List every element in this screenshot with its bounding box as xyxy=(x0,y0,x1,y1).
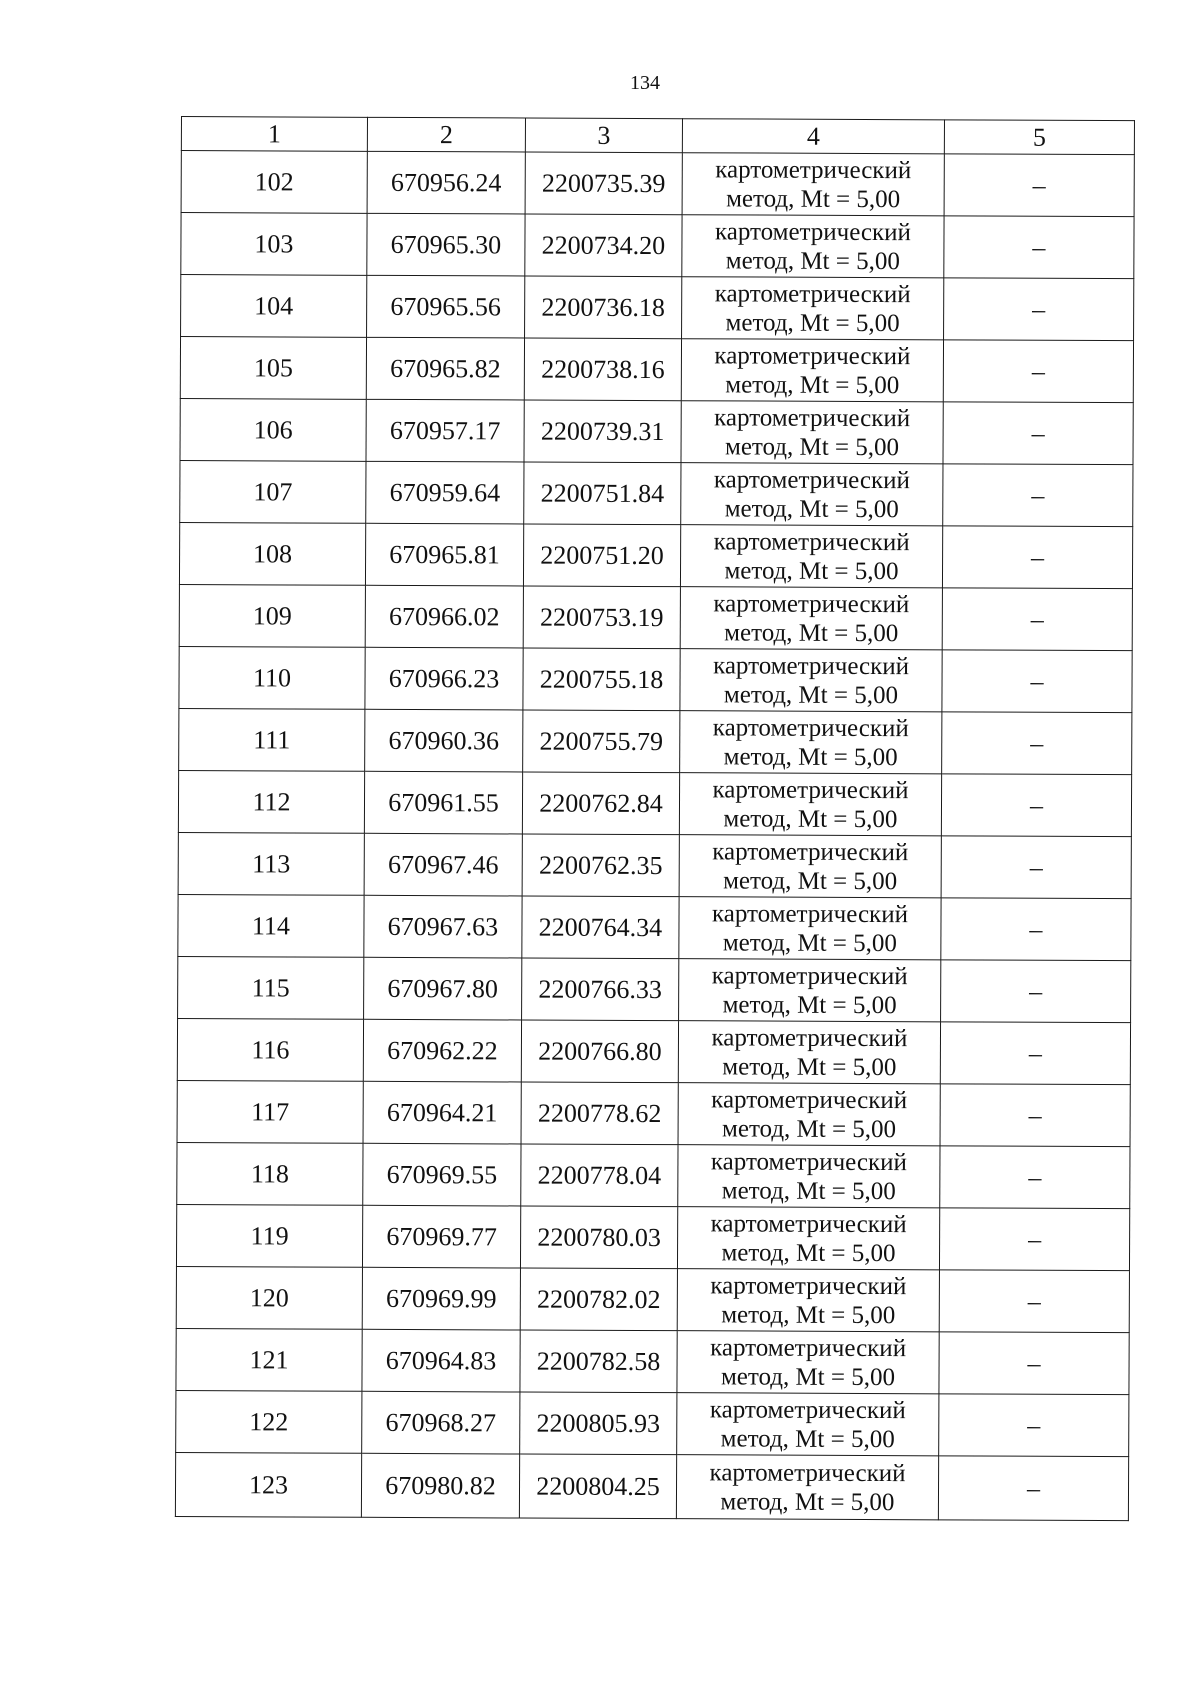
point-number-cell: 121 xyxy=(176,1328,362,1391)
method-cell xyxy=(679,897,941,960)
coord-y-cell: 2200735.39 xyxy=(525,152,682,215)
method-line-name: картометрический xyxy=(714,279,911,308)
column-header-3: 3 xyxy=(525,118,682,153)
method-cell xyxy=(679,773,941,836)
point-number-cell: 118 xyxy=(177,1142,363,1205)
note-cell: – xyxy=(938,1456,1128,1521)
table-body xyxy=(175,151,1134,1521)
note-cell: – xyxy=(939,1394,1129,1457)
method-cell xyxy=(677,1393,939,1456)
coord-x-cell: 670969.77 xyxy=(362,1205,520,1268)
method-cell xyxy=(679,835,941,898)
method-line-name: картометрический xyxy=(714,403,911,432)
method-line-name: картометрический xyxy=(712,837,909,866)
coord-y-cell: 2200778.04 xyxy=(521,1144,678,1207)
method-line-accuracy: метод, Mt = 5,00 xyxy=(721,1176,896,1205)
method-line-name: картометрический xyxy=(712,775,909,804)
method-line-name: картометрический xyxy=(715,155,912,184)
note-cell: – xyxy=(943,464,1133,527)
point-number-cell: 104 xyxy=(181,275,367,338)
point-number-cell: 112 xyxy=(178,770,364,833)
note-cell: – xyxy=(942,650,1132,713)
coord-x-cell: 670959.64 xyxy=(366,461,524,524)
note-cell: – xyxy=(940,1022,1130,1085)
method-line-accuracy: метод, Mt = 5,00 xyxy=(723,742,898,771)
coord-x-cell: 670965.82 xyxy=(366,337,524,400)
coord-x-cell: 670960.36 xyxy=(365,709,523,772)
coord-x-cell: 670966.02 xyxy=(365,585,523,648)
method-cell xyxy=(677,1269,939,1332)
method-line-name: картометрический xyxy=(713,589,910,618)
coord-y-cell: 2200734.20 xyxy=(525,214,682,277)
note-cell: – xyxy=(944,278,1134,341)
note-cell: – xyxy=(944,216,1134,279)
point-number-cell: 108 xyxy=(179,522,365,585)
point-number-cell: 103 xyxy=(181,213,367,276)
method-line-accuracy: метод, Mt = 5,00 xyxy=(721,1300,896,1329)
point-number-cell: 110 xyxy=(179,646,365,709)
method-cell xyxy=(677,1207,939,1270)
method-line-accuracy: метод, Mt = 5,00 xyxy=(724,556,899,585)
point-number-cell: 111 xyxy=(179,708,365,771)
method-cell xyxy=(680,525,942,588)
coord-x-cell: 670980.82 xyxy=(361,1453,519,1518)
coord-y-cell: 2200782.02 xyxy=(520,1268,677,1331)
method-line-accuracy: метод, Mt = 5,00 xyxy=(726,184,901,213)
method-cell xyxy=(680,649,942,712)
coord-y-cell: 2200753.19 xyxy=(523,586,680,649)
table-row xyxy=(178,770,1131,836)
table-row xyxy=(177,1142,1130,1208)
point-number-cell: 109 xyxy=(179,584,365,647)
method-line-name: картометрический xyxy=(713,651,910,680)
table-row xyxy=(181,213,1134,279)
coord-x-cell: 670957.17 xyxy=(366,399,524,462)
coord-y-cell: 2200766.80 xyxy=(521,1020,678,1083)
point-number-cell: 122 xyxy=(176,1390,362,1453)
coord-x-cell: 670968.27 xyxy=(362,1391,520,1454)
point-number-cell: 114 xyxy=(178,894,364,957)
table-row xyxy=(180,337,1133,403)
method-line-name: картометрический xyxy=(710,1271,907,1300)
column-header-5: 5 xyxy=(944,120,1134,155)
note-cell: – xyxy=(944,154,1134,217)
note-cell: – xyxy=(941,898,1131,961)
note-cell: – xyxy=(940,1084,1130,1147)
coord-y-cell: 2200762.35 xyxy=(522,834,679,897)
coord-y-cell: 2200764.34 xyxy=(522,896,679,959)
coord-x-cell: 670961.55 xyxy=(364,771,522,834)
coord-x-cell: 670965.81 xyxy=(365,523,523,586)
method-cell xyxy=(676,1455,938,1520)
method-line-accuracy: метод, Mt = 5,00 xyxy=(725,308,900,337)
note-cell: – xyxy=(941,836,1131,899)
method-cell xyxy=(678,1083,940,1146)
method-line-accuracy: метод, Mt = 5,00 xyxy=(725,246,900,275)
method-line-name: картометрический xyxy=(712,713,909,742)
method-line-accuracy: метод, Mt = 5,00 xyxy=(721,1114,897,1143)
method-line-name: картометрический xyxy=(711,1023,908,1052)
method-line-accuracy: метод, Mt = 5,00 xyxy=(723,804,898,833)
point-number-cell: 105 xyxy=(180,337,366,400)
coord-y-cell: 2200736.18 xyxy=(525,276,682,339)
column-header-2: 2 xyxy=(367,117,525,152)
method-line-name: картометрический xyxy=(714,217,912,246)
method-line-name: картометрический xyxy=(713,527,910,556)
header-row xyxy=(181,117,1134,155)
table-row xyxy=(178,894,1131,960)
note-cell: – xyxy=(941,960,1131,1023)
method-line-accuracy: метод, Mt = 5,00 xyxy=(723,680,899,709)
method-cell xyxy=(682,277,944,340)
coord-y-cell: 2200778.62 xyxy=(521,1082,678,1145)
method-cell xyxy=(682,153,944,216)
method-line-accuracy: метод, Mt = 5,00 xyxy=(720,1362,896,1391)
coord-x-cell: 670965.56 xyxy=(367,275,525,338)
method-cell xyxy=(681,339,943,402)
method-line-accuracy: метод, Mt = 5,00 xyxy=(721,1238,896,1267)
point-number-cell: 106 xyxy=(180,398,366,461)
coord-y-cell: 2200766.33 xyxy=(522,958,679,1021)
table-row xyxy=(177,1080,1130,1146)
method-line-accuracy: метод, Mt = 5,00 xyxy=(722,1052,897,1081)
method-cell xyxy=(679,959,941,1022)
method-cell xyxy=(680,587,942,650)
coord-y-cell: 2200739.31 xyxy=(524,400,681,463)
table-row xyxy=(181,151,1134,217)
column-header-4: 4 xyxy=(682,119,944,154)
coord-x-cell: 670967.46 xyxy=(364,833,522,896)
table-row xyxy=(176,1328,1129,1394)
column-header-1: 1 xyxy=(181,117,367,152)
coord-y-cell: 2200780.03 xyxy=(520,1206,677,1269)
coord-y-cell: 2200755.18 xyxy=(523,648,680,711)
method-line-accuracy: метод, Mt = 5,00 xyxy=(722,928,897,957)
coord-y-cell: 2200804.25 xyxy=(519,1454,676,1519)
method-line-accuracy: метод, Mt = 5,00 xyxy=(724,618,899,647)
method-line-accuracy: метод, Mt = 5,00 xyxy=(723,866,898,895)
method-cell xyxy=(680,711,942,774)
method-cell xyxy=(678,1145,940,1208)
note-cell: – xyxy=(942,588,1132,651)
method-cell xyxy=(678,1021,940,1084)
point-number-cell: 107 xyxy=(180,460,366,523)
coord-y-cell: 2200762.84 xyxy=(522,772,679,835)
table-row xyxy=(176,1204,1129,1270)
table-row xyxy=(179,646,1132,712)
coordinates-table xyxy=(175,116,1135,1521)
method-cell xyxy=(677,1331,939,1394)
note-cell: – xyxy=(939,1270,1129,1333)
note-cell: – xyxy=(939,1208,1129,1271)
coord-x-cell: 670969.99 xyxy=(362,1267,520,1330)
method-line-name: картометрический xyxy=(710,1333,907,1362)
point-number-cell: 115 xyxy=(178,956,364,1019)
coord-x-cell: 670956.24 xyxy=(367,151,525,214)
table-row xyxy=(178,956,1131,1022)
method-line-accuracy: метод, Mt = 5,00 xyxy=(725,370,900,399)
table-row xyxy=(179,584,1132,650)
method-line-name: картометрический xyxy=(709,1458,906,1487)
method-line-name: картометрический xyxy=(713,465,910,494)
coord-x-cell: 670967.63 xyxy=(364,895,522,958)
page-number: 134 xyxy=(630,72,660,94)
coord-y-cell: 2200751.84 xyxy=(524,462,681,525)
point-number-cell: 117 xyxy=(177,1080,363,1143)
method-line-name: картометрический xyxy=(709,1395,906,1424)
coord-y-cell: 2200738.16 xyxy=(524,338,681,401)
note-cell: – xyxy=(943,340,1133,403)
method-line-accuracy: метод, Mt = 5,00 xyxy=(724,494,899,523)
coord-x-cell: 670964.21 xyxy=(363,1081,521,1144)
coord-y-cell: 2200805.93 xyxy=(520,1392,677,1455)
coord-x-cell: 670962.22 xyxy=(363,1019,521,1082)
table-row xyxy=(176,1266,1129,1332)
table-row xyxy=(179,522,1132,588)
method-line-name: картометрический xyxy=(710,1209,907,1238)
method-line-accuracy: метод, Mt = 5,00 xyxy=(720,1424,895,1453)
coord-y-cell: 2200755.79 xyxy=(523,710,680,773)
note-cell: – xyxy=(943,402,1133,465)
table-row xyxy=(179,708,1132,774)
table-row xyxy=(180,398,1133,464)
table-row xyxy=(175,1452,1128,1520)
method-cell xyxy=(681,401,943,464)
note-cell: – xyxy=(942,526,1132,589)
note-cell: – xyxy=(940,1146,1130,1209)
method-line-name: картометрический xyxy=(710,1147,907,1176)
point-number-cell: 119 xyxy=(176,1204,362,1267)
method-cell xyxy=(681,463,943,526)
note-cell: – xyxy=(941,774,1131,837)
point-number-cell: 120 xyxy=(176,1266,362,1329)
point-number-cell: 123 xyxy=(175,1452,361,1517)
note-cell: – xyxy=(942,712,1132,775)
coord-y-cell: 2200751.20 xyxy=(523,524,680,587)
coord-x-cell: 670965.30 xyxy=(367,213,525,276)
coord-x-cell: 670967.80 xyxy=(364,957,522,1020)
method-line-name: картометрический xyxy=(711,899,909,928)
point-number-cell: 113 xyxy=(178,832,364,895)
table-row xyxy=(176,1390,1129,1456)
note-cell: – xyxy=(939,1332,1129,1395)
method-line-name: картометрический xyxy=(711,961,908,990)
method-cell xyxy=(682,215,944,278)
table-row xyxy=(177,1018,1130,1084)
point-number-cell: 102 xyxy=(181,151,367,214)
method-line-name: картометрический xyxy=(714,341,911,370)
coord-x-cell: 670969.55 xyxy=(363,1143,521,1206)
method-line-accuracy: метод, Mt = 5,00 xyxy=(724,432,900,461)
method-line-accuracy: метод, Mt = 5,00 xyxy=(722,990,897,1019)
point-number-cell: 116 xyxy=(177,1018,363,1081)
method-line-name: картометрический xyxy=(711,1085,908,1114)
table-row xyxy=(181,275,1134,341)
table-row xyxy=(180,460,1133,526)
table-row xyxy=(178,832,1131,898)
coord-x-cell: 670964.83 xyxy=(362,1329,520,1392)
coord-y-cell: 2200782.58 xyxy=(520,1330,677,1393)
coord-x-cell: 670966.23 xyxy=(365,647,523,710)
method-line-accuracy: метод, Mt = 5,00 xyxy=(720,1487,895,1516)
